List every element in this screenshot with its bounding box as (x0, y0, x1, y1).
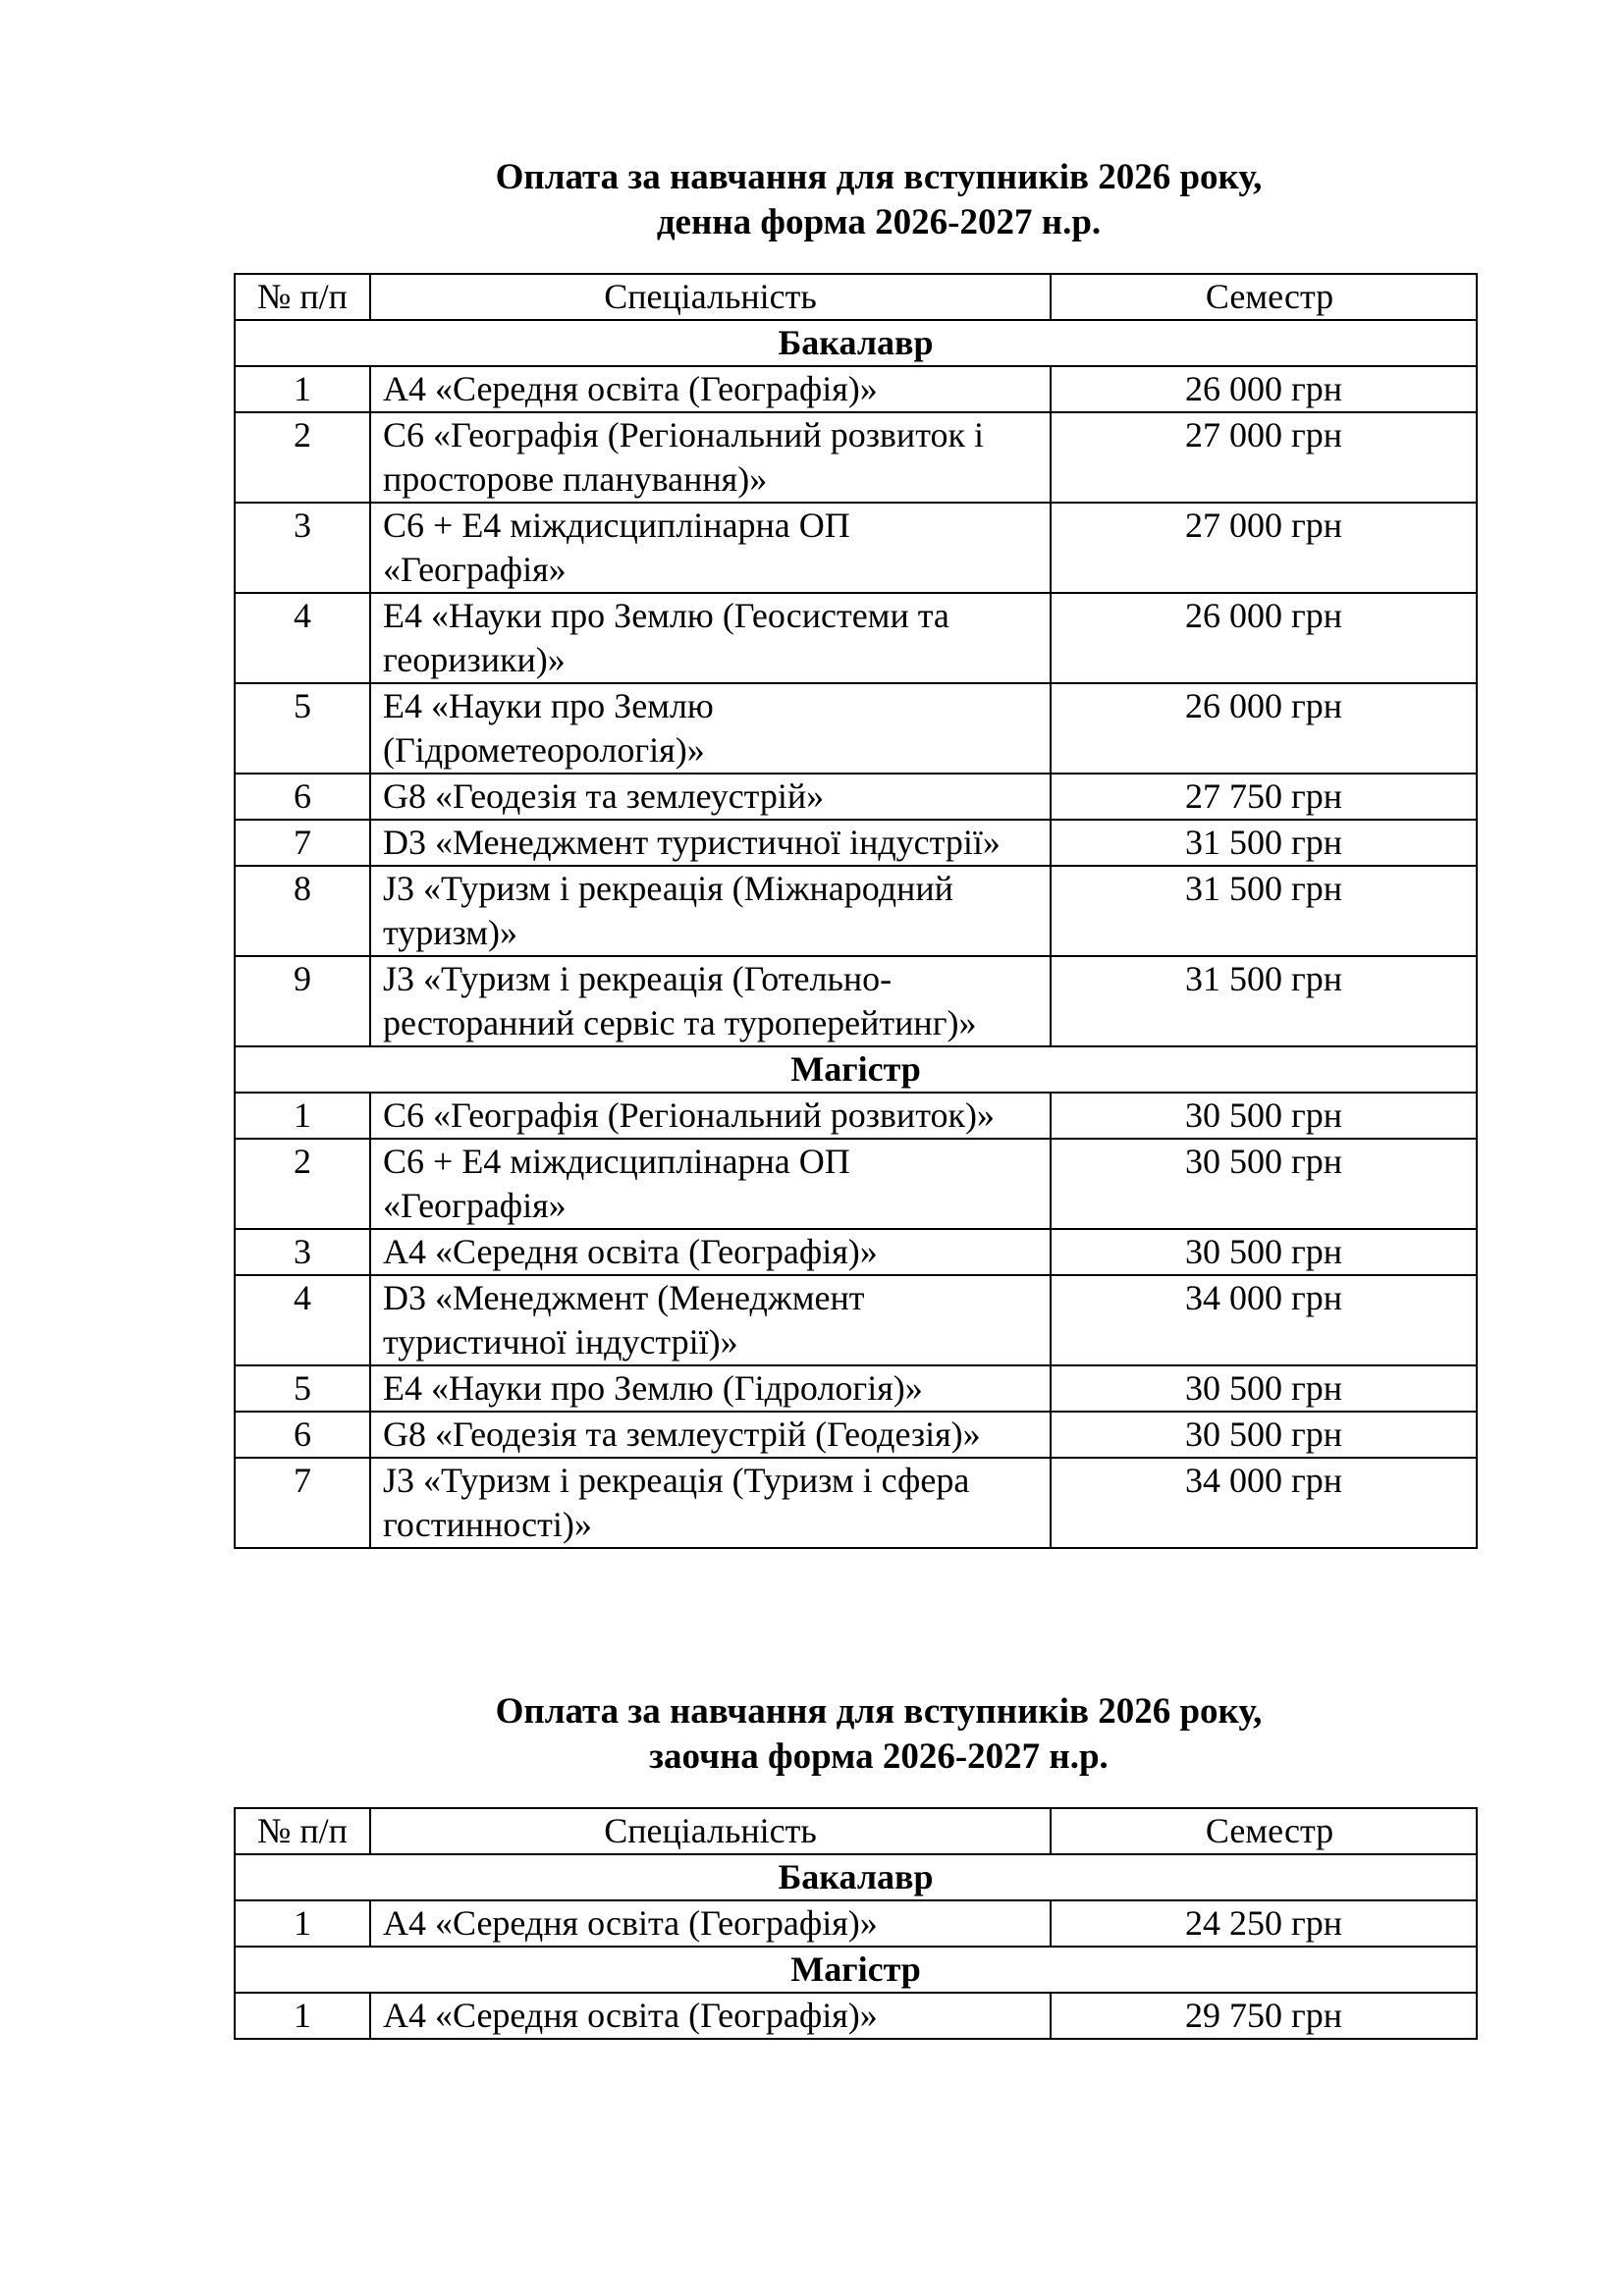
semester-price: 30 500 грн (1051, 1139, 1477, 1229)
table-row (235, 503, 1477, 593)
row-number: 1 (235, 1093, 370, 1139)
bachelor-section-label: Бакалавр (235, 320, 1477, 366)
row-number: 7 (235, 1458, 370, 1548)
row-number: 1 (235, 1900, 370, 1947)
specialty-name: А4 «Середня освіта (Географія)» (370, 1993, 1051, 2039)
row-number: 7 (235, 820, 370, 866)
table-row (235, 1412, 1477, 1458)
table-row (235, 1365, 1477, 1412)
semester-price: 26 000 грн (1051, 683, 1477, 774)
part-time-form-title-line2: заочна форма 2026-2027 н.р. (649, 1736, 1109, 1777)
table-row (235, 683, 1477, 774)
header-specialty: Спеціальність (370, 1808, 1051, 1854)
row-number: 4 (235, 1275, 370, 1365)
table-row (235, 1993, 1477, 2039)
specialty-name: А4 «Середня освіта (Географія)» (370, 366, 1051, 412)
part-time-form-fee-table (234, 1807, 1478, 2040)
specialty-name: D3 «Менеджмент (Менеджмент туристичної індустрії)» (370, 1275, 1051, 1365)
specialty-name: G8 «Геодезія та землеустрій (Геодезія)» (370, 1412, 1051, 1458)
table-row (235, 956, 1477, 1046)
day-form-table-body (235, 274, 1477, 1548)
specialty-name: А4 «Середня освіта (Географія)» (370, 1229, 1051, 1275)
row-number: 1 (235, 1993, 370, 2039)
semester-price: 24 250 грн (1051, 1900, 1477, 1947)
table-row (235, 1458, 1477, 1548)
specialty-name: D3 «Менеджмент туристичної індустрії» (370, 820, 1051, 866)
part-time-form-table-body (235, 1808, 1477, 2039)
header-specialty: Спеціальність (370, 274, 1051, 320)
semester-price: 26 000 грн (1051, 593, 1477, 683)
semester-price: 27 750 грн (1051, 774, 1477, 820)
header-semester: Семестр (1051, 1808, 1477, 1854)
bachelor-section-label: Бакалавр (235, 1854, 1477, 1900)
specialty-name: Е4 «Науки про Землю (Геосистеми та георизики)» (370, 593, 1051, 683)
row-number: 4 (235, 593, 370, 683)
bachelor-section-row (235, 1854, 1477, 1900)
header-num: № п/п (235, 274, 370, 320)
table-header-row (235, 274, 1477, 320)
table-row (235, 1229, 1477, 1275)
part-time-form-title (0, 1689, 1624, 1780)
day-form-title-line1: Оплата за навчання для вступників 2026 року, (495, 157, 1263, 197)
semester-price: 27 000 грн (1051, 503, 1477, 593)
row-number: 3 (235, 503, 370, 593)
specialty-name: J3 «Туризм і рекреація (Міжнародний туризм)» (370, 866, 1051, 956)
row-number: 2 (235, 412, 370, 503)
semester-price: 30 500 грн (1051, 1365, 1477, 1412)
master-section-label: Магістр (235, 1046, 1477, 1093)
specialty-name: А4 «Середня освіта (Географія)» (370, 1900, 1051, 1947)
specialty-name: Е4 «Науки про Землю (Гідрометеорологія)» (370, 683, 1051, 774)
semester-price: 30 500 грн (1051, 1229, 1477, 1275)
master-section-row (235, 1046, 1477, 1093)
part-time-form-title-line1: Оплата за навчання для вступників 2026 року, (495, 1691, 1263, 1732)
table-row (235, 866, 1477, 956)
table-row (235, 1093, 1477, 1139)
row-number: 5 (235, 1365, 370, 1412)
specialty-name: С6 + Е4 міждисциплінарна ОП «Географія» (370, 503, 1051, 593)
table-row (235, 1139, 1477, 1229)
specialty-name: С6 «Географія (Регіональний розвиток і просторове планування)» (370, 412, 1051, 503)
row-number: 3 (235, 1229, 370, 1275)
specialty-name: Е4 «Науки про Землю (Гідрологія)» (370, 1365, 1051, 1412)
specialty-name: С6 + Е4 міждисциплінарна ОП «Географія» (370, 1139, 1051, 1229)
semester-price: 26 000 грн (1051, 366, 1477, 412)
row-number: 8 (235, 866, 370, 956)
row-number: 6 (235, 1412, 370, 1458)
row-number: 9 (235, 956, 370, 1046)
master-section-row (235, 1947, 1477, 1993)
row-number: 6 (235, 774, 370, 820)
table-row (235, 1900, 1477, 1947)
specialty-name: G8 «Геодезія та землеустрій» (370, 774, 1051, 820)
table-row (235, 412, 1477, 503)
table-row (235, 1275, 1477, 1365)
day-form-title-line2: денна форма 2026-2027 н.р. (656, 202, 1102, 242)
specialty-name: J3 «Туризм і рекреація (Туризм і сфера гостинності)» (370, 1458, 1051, 1548)
table-row (235, 593, 1477, 683)
row-number: 5 (235, 683, 370, 774)
semester-price: 30 500 грн (1051, 1093, 1477, 1139)
bachelor-section-row (235, 320, 1477, 366)
table-row (235, 366, 1477, 412)
header-semester: Семестр (1051, 274, 1477, 320)
row-number: 1 (235, 366, 370, 412)
day-form-fee-table (234, 273, 1478, 1549)
table-header-row (235, 1808, 1477, 1854)
semester-price: 27 000 грн (1051, 412, 1477, 503)
day-form-title (0, 155, 1624, 245)
semester-price: 31 500 грн (1051, 866, 1477, 956)
table-row (235, 774, 1477, 820)
semester-price: 30 500 грн (1051, 1412, 1477, 1458)
semester-price: 31 500 грн (1051, 956, 1477, 1046)
semester-price: 34 000 грн (1051, 1458, 1477, 1548)
specialty-name: J3 «Туризм і рекреація (Готельно-ресторанний сервіс та туроперейтинг)» (370, 956, 1051, 1046)
semester-price: 29 750 грн (1051, 1993, 1477, 2039)
semester-price: 34 000 грн (1051, 1275, 1477, 1365)
header-num: № п/п (235, 1808, 370, 1854)
master-section-label: Магістр (235, 1947, 1477, 1993)
row-number: 2 (235, 1139, 370, 1229)
table-row (235, 820, 1477, 866)
semester-price: 31 500 грн (1051, 820, 1477, 866)
specialty-name: С6 «Географія (Регіональний розвиток)» (370, 1093, 1051, 1139)
